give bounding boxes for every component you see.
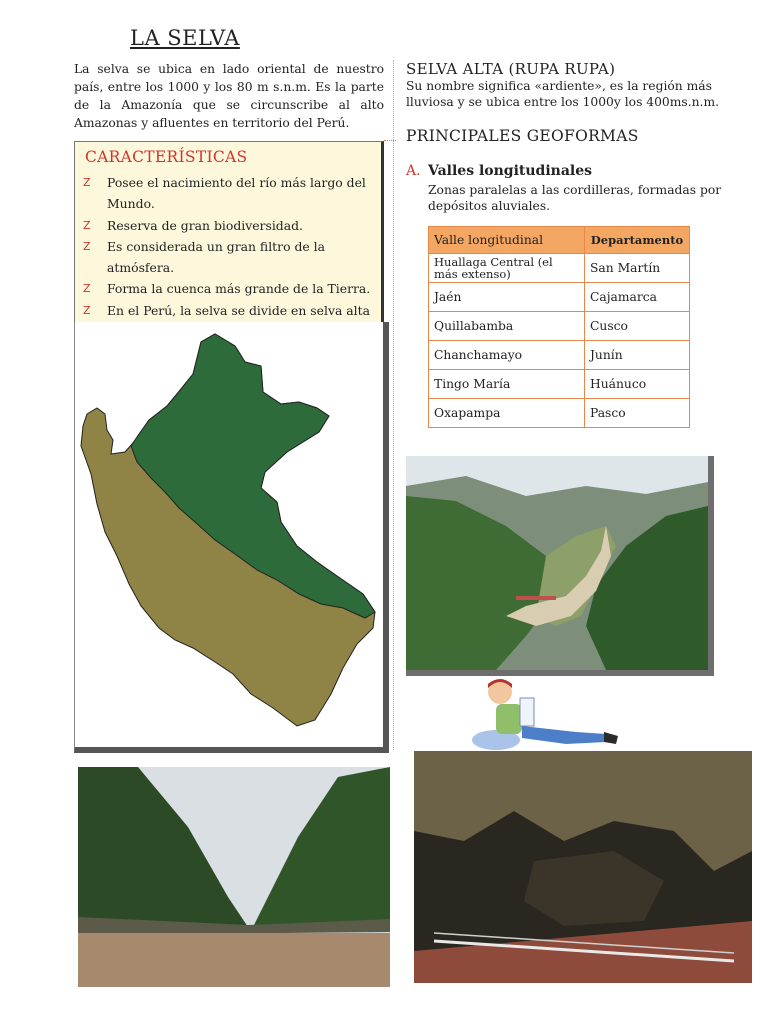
table-header-row <box>429 227 690 254</box>
list-item <box>83 278 379 299</box>
caracteristicas-box <box>74 141 384 325</box>
selva-alta-description: Su nombre significa «ardiente», es la región más lluviosa y se ubica entre los 1000y los 400ms.n.m. <box>406 79 720 109</box>
table-cell: Jaén <box>429 283 585 312</box>
header-departamento: Departamento <box>585 227 690 254</box>
table-row <box>429 312 690 341</box>
divider-connector <box>384 140 396 141</box>
table-row <box>429 341 690 370</box>
geoformas-title: PRINCIPALES GEOFORMAS <box>406 127 639 145</box>
list-item-text: Forma la cuenca más grande de la Tierra. <box>107 281 371 297</box>
cave-photo-image <box>414 751 752 983</box>
caracteristicas-title: CARACTERÍSTICAS <box>85 148 248 166</box>
table-cell: Chanchamayo <box>429 341 585 370</box>
table-cell: Junín <box>585 341 690 370</box>
table-cell: Huallaga Central (el más extenso) <box>429 254 585 283</box>
section-letter: A. <box>406 163 421 179</box>
table-cell: Oxapampa <box>429 399 585 428</box>
caracteristicas-list <box>83 172 379 342</box>
list-item-text: Es considerada un gran filtro de la atmósfera. <box>107 238 326 276</box>
bullet-icon: Z <box>83 218 91 232</box>
table-cell: Cusco <box>585 312 690 341</box>
valley-photo-image <box>406 456 708 670</box>
selva-alta-title: SELVA ALTA (RUPA RUPA) <box>406 60 616 78</box>
reader-illustration <box>466 676 626 754</box>
table-cell: Cajamarca <box>585 283 690 312</box>
header-valle: Valle longitudinal <box>429 227 585 254</box>
table-cell: Tingo María <box>429 370 585 399</box>
list-item-text: Reserva de gran biodiversidad. <box>107 217 303 233</box>
table-cell: Pasco <box>585 399 690 428</box>
cartoon-reader-icon <box>466 676 626 754</box>
page-title: LA SELVA <box>130 26 240 50</box>
peru-map <box>74 322 389 753</box>
bullet-icon: Z <box>83 239 91 253</box>
bullet-icon: Z <box>83 282 91 296</box>
bullet-icon: Z <box>83 176 91 189</box>
cave-photo <box>414 751 752 983</box>
valles-table <box>428 226 690 428</box>
table-cell: Huánuco <box>585 370 690 399</box>
table-row <box>429 254 690 283</box>
list-item-text: En el Perú, la selva se divide en selva alta <box>107 302 370 318</box>
intro-paragraph: La selva se ubica en lado oriental de nuestro país, entre los 1000 y los 80 m s.n.m. Es la parte de la Amazonía que se circunscribe al alto Amazonas y afluentes en territorio del Perú. <box>74 62 384 130</box>
table-row <box>429 399 690 428</box>
river-photo-image <box>78 767 390 987</box>
table-row <box>429 283 690 312</box>
list-item <box>83 215 379 236</box>
section-description: Zonas paralelas a las cordilleras, formadas por depósitos aluviales. <box>428 183 722 213</box>
list-item <box>83 236 379 279</box>
table-cell: Quillabamba <box>429 312 585 341</box>
column-divider <box>393 60 394 750</box>
valley-photo <box>406 456 714 676</box>
table-cell: San Martín <box>585 254 690 283</box>
river-photo <box>78 767 390 987</box>
table-row <box>429 370 690 399</box>
bullet-icon: Z <box>83 303 91 317</box>
peru-map-illustration <box>75 322 383 747</box>
list-item-text: Posee el nacimiento del río más largo del Mundo. <box>107 175 366 212</box>
section-title: Valles longitudinales <box>428 163 593 179</box>
list-item <box>83 172 379 215</box>
